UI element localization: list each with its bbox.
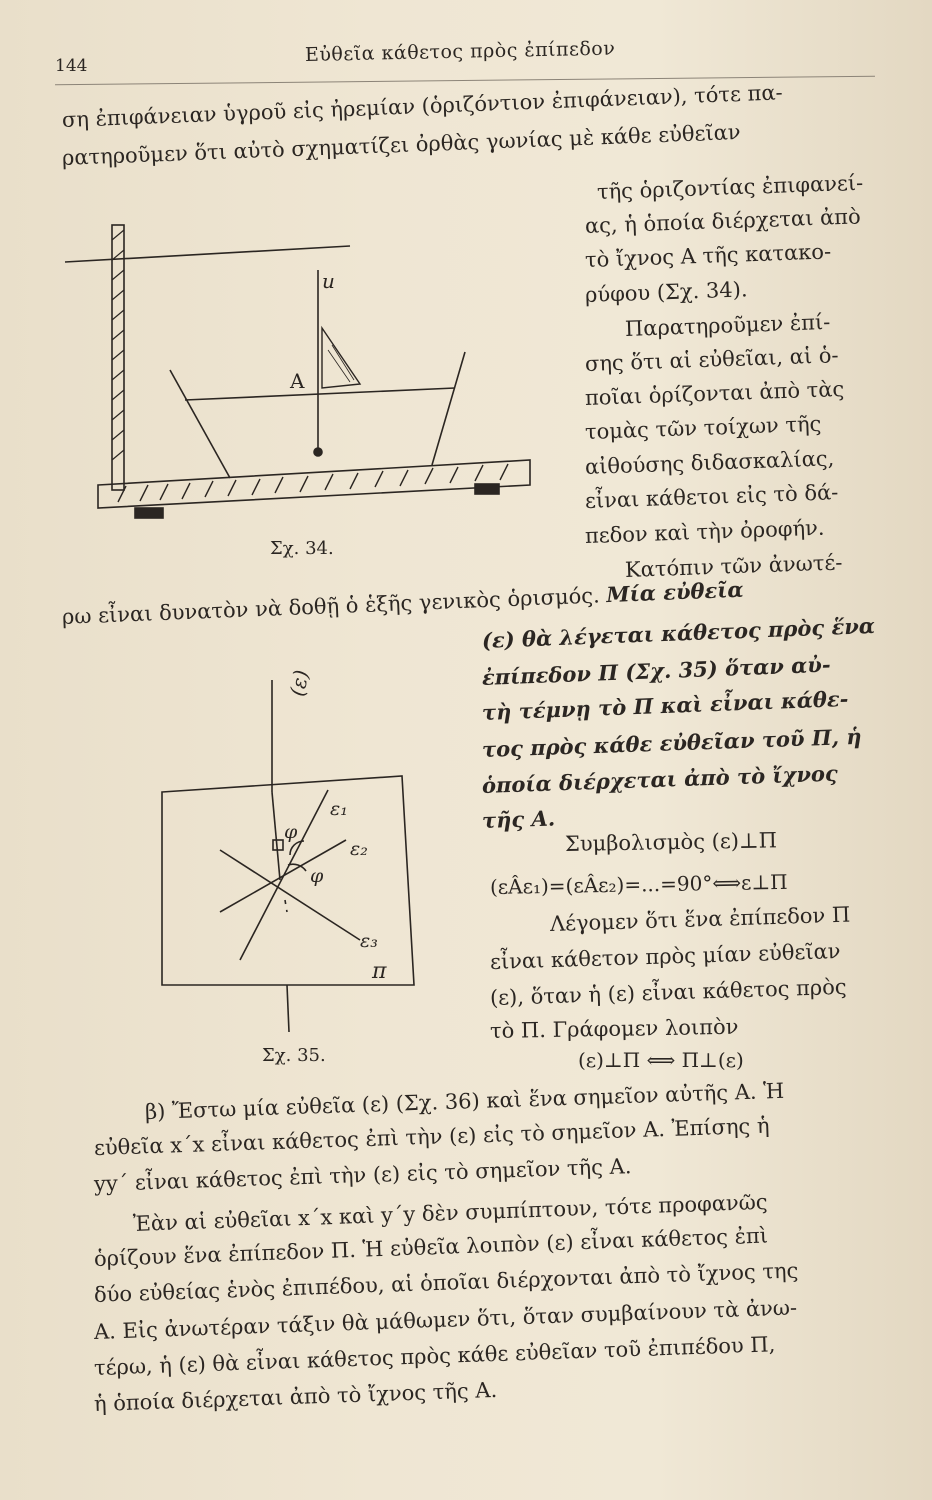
text-line: ὁρίζουν ἕνα ἐπίπεδον Π. Ἡ εὐθεῖα λοιπὸν (ε) εἶναι κάθετος ἐπὶ [93, 1223, 769, 1271]
label-u: u [322, 269, 335, 293]
plumb-bob [314, 448, 322, 456]
label-A: Α [290, 369, 305, 393]
text-line: πεδον καὶ τὴν ὀροφήν. [584, 515, 825, 548]
formula-2: (ε)⊥Π ⟺ Π⊥(ε) [578, 1048, 744, 1072]
text-line: τὸ Π. Γράφομεν λοιπὸν [489, 1014, 739, 1043]
line-e-hidden [285, 900, 287, 912]
page-number: 144 [55, 56, 88, 76]
label-e: (ε) [285, 667, 314, 699]
definition-line: τος πρὸς κάθε εὐθεῖαν τοῦ Π, ἡ [481, 723, 862, 762]
text-line: σης ὅτι αἱ εὐθεῖαι, αἱ ὁ- [584, 343, 839, 376]
wall-hatching [112, 230, 124, 460]
text-line: ρύφου (Σχ. 34). [584, 277, 748, 307]
text-line: αἰθούσης διδασκαλίας, [584, 446, 835, 479]
text-line: (ε), ὅταν ἡ (ε) εἶναι κάθετος πρὸς [489, 974, 847, 1010]
definition-line: τῆς Α. [481, 805, 556, 833]
figure-34-caption: Σχ. 34. [270, 538, 334, 559]
text-line: Παρατηροῦμεν ἐπί- [624, 309, 831, 341]
table-top [98, 460, 530, 508]
text-line: τέρω, ἡ (ε) θὰ εἶναι κάθετος πρὸς κάθε εὐθεῖαν τοῦ ἐπιπέδου Π, [93, 1332, 776, 1380]
label-e1: ε₁ [330, 798, 348, 820]
text-line: β) Ἔστω μία εὐθεῖα (ε) (Σχ. 36) καὶ ἕνα σημεῖον αὐτῆς Α. Ἡ [144, 1078, 785, 1124]
text-line: yy΄ εἶναι κάθετος ἐπὶ τὴν (ε) εἰς τὸ σημεῖον τῆς Α. [93, 1154, 632, 1196]
vessel-right-side [432, 352, 465, 465]
definition-line: τὴ τέμνῃ τὸ Π καὶ εἶναι κάθε- [481, 685, 849, 725]
vertical-wall [112, 225, 124, 490]
text-line: δύο εὐθείας ἑνὸς ἐπιπέδου, αἱ ὁποῖαι διέρχονται ἀπὸ τὸ ἴχνος της [93, 1258, 799, 1307]
symbolism-label: Συμβολισμὸς (ε)⊥Π [564, 828, 778, 856]
text-line: Α. Εἰς ἀνωτέραν τάξιν θὰ μάθωμεν ὅτι, ὅταν συμβαίνουν τὰ ἀνω- [93, 1295, 798, 1344]
figure-35-caption: Σχ. 35. [262, 1045, 326, 1066]
vessel-left-side [170, 370, 230, 478]
definition-line: (ε) θὰ λέγεται κάθετος πρὸς ἕνα [481, 612, 876, 653]
text-line: Ἐὰν αἱ εὐθεῖαι x΄x καὶ y΄y δὲν συμπίπτουν, τότε προφανῶς [132, 1189, 768, 1236]
liquid-surface [185, 388, 455, 400]
text-line: ρατηροῦμεν ὅτι αὐτὸ σχηματίζει ὀρθὰς γωνίας μὲ κάθε εὐθεῖαν [61, 119, 741, 170]
angle-arc-1 [290, 841, 304, 855]
set-square [322, 328, 360, 388]
text-line: εὐθεῖα x΄x εἶναι κάθετος ἐπὶ τὴν (ε) εἰς τὸ σημεῖον Α. Ἐπίσης ἡ [93, 1113, 770, 1160]
definition-intro-text: ρω εἶναι δυνατὸν νὰ δοθῇ ὁ ἑξῆς γενικὸς ὁρισμός. [61, 583, 601, 629]
figure-34 [60, 220, 540, 530]
label-phi-2: φ [310, 865, 324, 887]
right-angle-mark [273, 840, 283, 850]
text-line: τῆς ὁριζοντίας ἐπιφανεί- [596, 170, 864, 204]
plane-pi [162, 776, 414, 985]
running-head: Εὐθεῖα κάθετος πρὸς ἐπίπεδον [304, 37, 616, 66]
text-line: Λέγομεν ὅτι ἕνα ἐπίπεδον Π [549, 902, 851, 936]
text-line: τομὰς τῶν τοίχων τῆς [584, 411, 822, 444]
definition-start: Μία εὐθεῖα [605, 576, 745, 608]
text-line: τὸ ἴχνος Α τῆς κατακο- [584, 239, 832, 272]
text-line: Κατόπιν τῶν ἀνωτέ- [624, 550, 843, 582]
text-line: ποῖαι ὁρίζονται ἀπὸ τὰς [584, 376, 845, 410]
text-line: εἶναι κάθετοι εἰς τὸ δά- [584, 480, 839, 513]
ceiling-line [65, 246, 350, 262]
label-e2: ε₂ [350, 838, 368, 860]
text-line: ἡ ὁποία διέρχεται ἀπὸ τὸ ἴχνος τῆς Α. [93, 1377, 498, 1416]
text-line: ση ἐπιφάνειαν ὑγροῦ εἰς ἠρεμίαν (ὁριζόντιον ἐπιφάνειαν), τότε πα- [61, 80, 784, 132]
table-leg-right [475, 484, 499, 494]
line-e-inner [272, 792, 280, 880]
figure-35 [150, 650, 430, 1040]
table-leg-left [135, 508, 163, 518]
text-line: ας, ἡ ὁποία διέρχεται ἀπὸ [584, 204, 862, 238]
text-line: εἶναι κάθετον πρὸς μίαν εὐθεῖαν [489, 938, 841, 974]
page-header [55, 37, 885, 82]
symbolism-formula: (εÂε₁)=(εÂε₂)=...=90°⟺ε⊥Π [489, 869, 788, 899]
definition-line: ἐπίπεδον Π (Σχ. 35) ὅταν αὐ- [481, 651, 832, 690]
definition-line: ὁποία διέρχεται ἀπὸ τὸ ἴχνος [481, 760, 839, 798]
label-phi-1: φ [284, 821, 298, 843]
line-e-lower [287, 985, 289, 1032]
label-e3: ε₃ [360, 930, 378, 952]
label-pi: π [372, 959, 387, 984]
